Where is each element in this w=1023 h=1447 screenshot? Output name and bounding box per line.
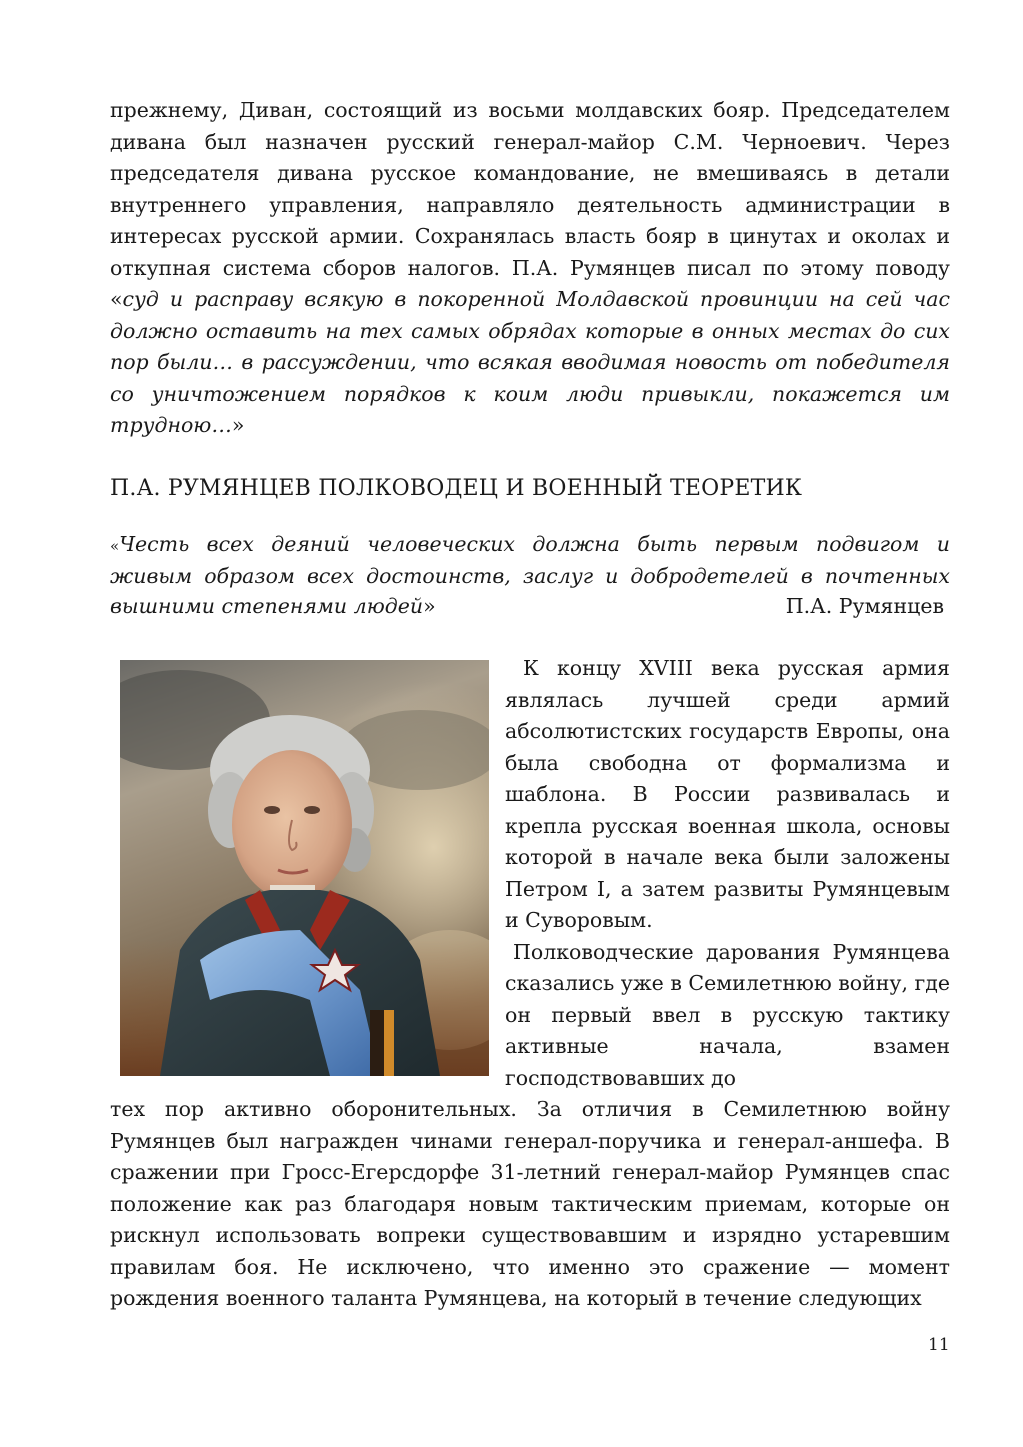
rumyantsev-quote: суд и расправу всякую в покоренной Молдавской провинции на сей час должно оставить на тех самых обрядах которые в онных местах до сих пор были… в рассуждении, что всякая вводимая новость от победителя со уничтожением порядков к коим люди привыкли, покажется им трудною… <box>110 287 950 437</box>
page-number: 11 <box>928 1335 950 1355</box>
paragraph-intro-text: прежнему, Диван, состоящий из восьми молдавских бояр. Председателем дивана был назначен русский генерал-майор С.М. Черноевич. Через председателя дивана русское командование, не вмешиваясь в детали внутреннего управления, направляло деятельность администрации в интересах русской армии. Сохранялась власть бояр в цинутах и околах и откупная система сборов налогов. П.А. Румянцев писал по этому поводу <box>110 98 950 280</box>
text-column <box>505 653 950 1094</box>
column-paragraph-1: К концу XVIII века русская армия являлась лучшей среди армий абсолютистских государств Европы, она была свободна от формализма и шаблона. В России развивалась и крепла русская военная школа, основы которой в начале века были заложены Петром I, а затем развиты Румянцевым и Суворовым. <box>505 656 950 932</box>
epigraph <box>110 529 950 621</box>
quote-close-mark: » <box>231 413 245 437</box>
quote-open-mark: « <box>110 287 123 311</box>
epigraph-quote-close: » <box>423 594 436 618</box>
section-heading: П.А. РУМЯНЦЕВ ПОЛКОВОДЕЦ И ВОЕННЫЙ ТЕОРЕТИК <box>110 476 803 501</box>
paragraph-intro <box>110 95 950 442</box>
epigraph-quote: Честь всех деяний человеческих должна быть первым подвигом и живым образом всех достоинств, заслуг и добродетелей в почтенных вышними степенями людей <box>110 532 950 618</box>
epigraph-quote-open: « <box>110 537 120 555</box>
epigraph-author: П.А. Румянцев <box>785 594 944 618</box>
column-paragraph-2: Полководческие дарования Румянцева сказались уже в Семилетнюю войну, где он первый ввел в русскую тактику активные начала, взамен господствовавших до <box>505 939 950 1090</box>
paragraph-continuation: тех пор активно оборонительных. За отличия в Семилетнюю войну Румянцев был награжден чинами генерал-поручика и генерал-аншефа. В сражении при Гросс-Егерсдорфе 31-летний генерал-майор Румянцев спас положение как раз благодаря новым тактическим приемам, которые он рискнул использовать вопреки существовавшим и изрядно устаревшим правилам боя. Не исключено, что именно это сражение — момент рождения военного таланта Румянцева, на который в течение следующих <box>110 1097 950 1310</box>
portrait-image <box>120 660 489 1076</box>
